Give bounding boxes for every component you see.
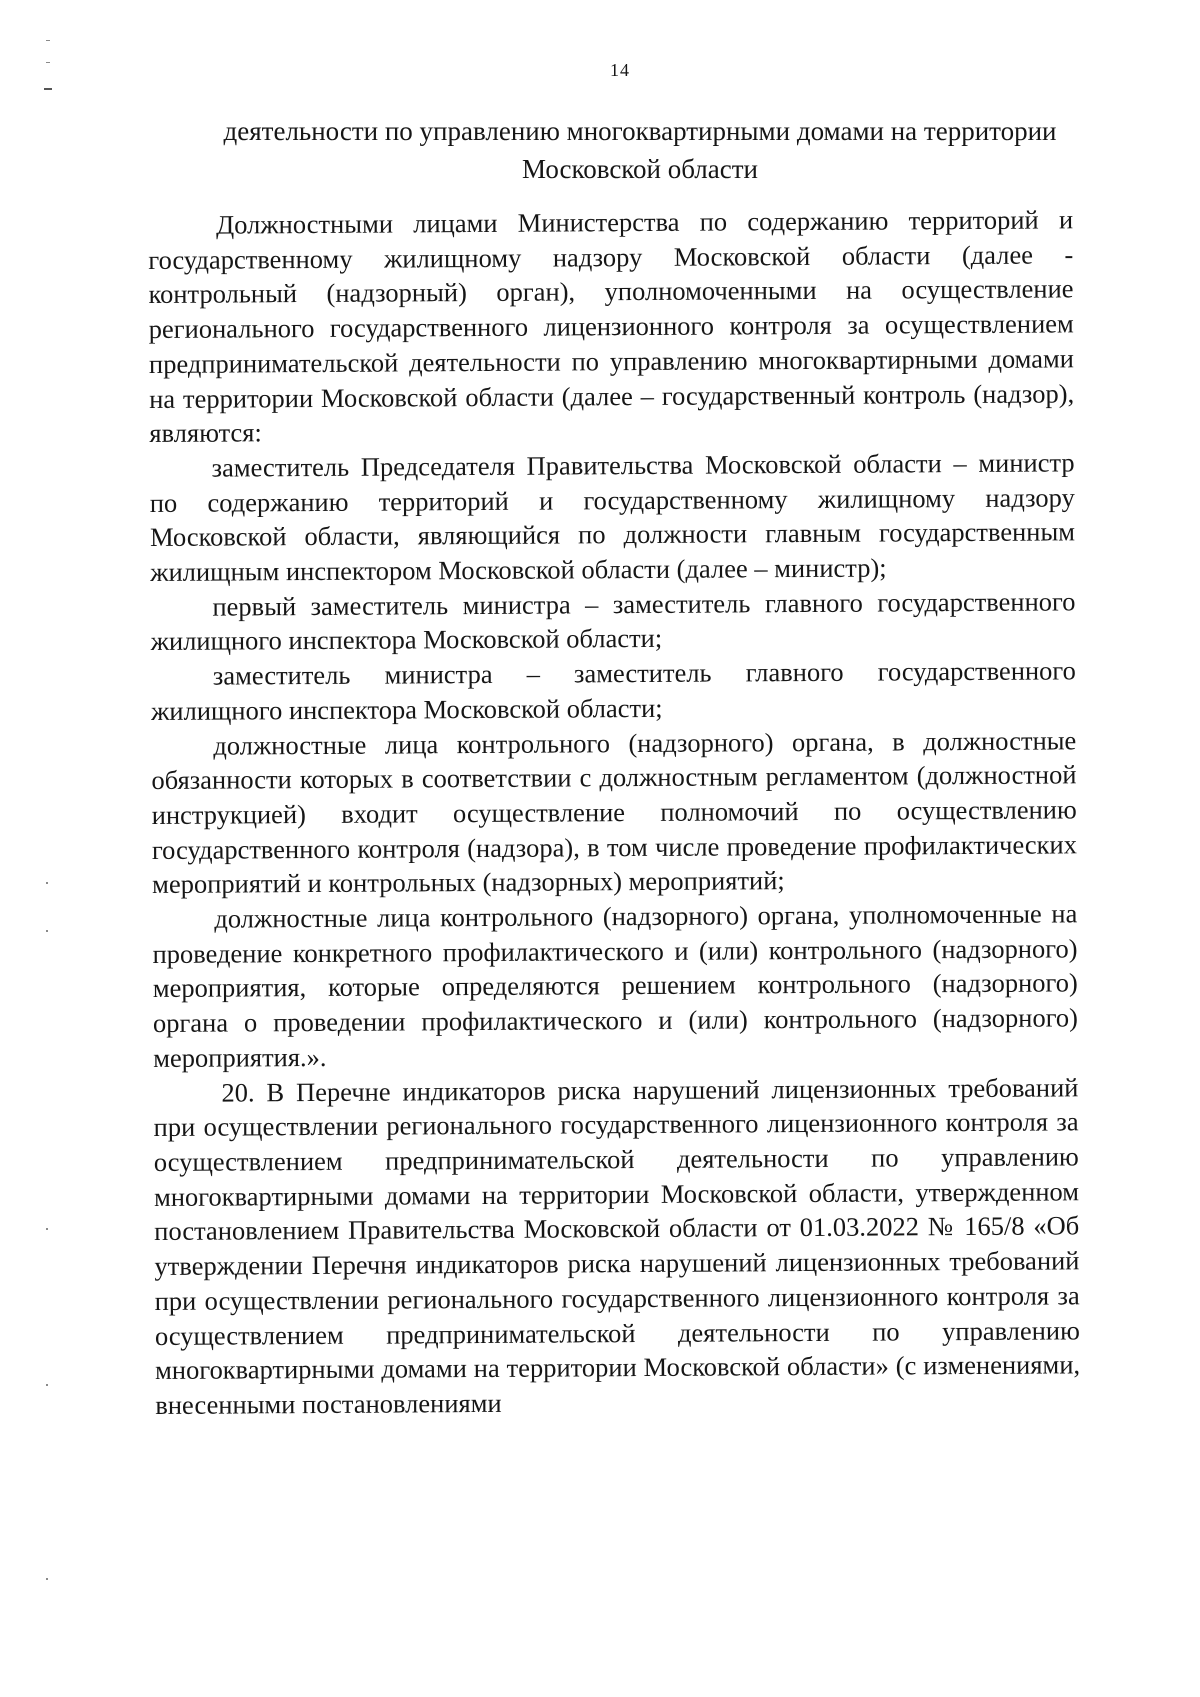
list-item-deputy-chairman: заместитель Председателя Правительства Московской области – министр по содержанию территорий и государственному жилищному надзору Московской области, являющийся по должности главным государственным жилищным инспектором Московской области (далее – министр); [149, 447, 1076, 588]
scan-artifact [46, 40, 50, 41]
scan-artifact [46, 930, 48, 932]
document-body [148, 202, 1080, 1422]
page-number: 14 [610, 60, 630, 80]
scan-artifact [46, 1228, 48, 1230]
list-item-deputy-minister: заместитель министра – заместитель главного государственного жилищного инспектора Московской области; [150, 655, 1076, 726]
scan-artifact [46, 1384, 48, 1386]
paragraph-item-20: 20. В Перечне индикаторов риска нарушений лицензионных требований при осуществлении регионального государственного лицензионного контроля за осуществлением предпринимательской деятельности по управлению многоквартирными домами на территории Московской области, утвержденном постановлением Правительства Московской области от 01.03.2022 № 165/8 «Об утверждении Перечня индикаторов риска нарушений лицензионных требований при осуществлении регионального государственного лицензионного контроля за осуществлением предпринимательской деятельности по управлению многоквартирными домами на территории Московской области» (с изменениями, внесенными постановлениями [153, 1071, 1081, 1420]
section-title [150, 112, 1130, 188]
scan-artifact [46, 1578, 48, 1580]
paragraph-officials-intro: Должностными лицами Министерства по содержанию территорий и государственному жилищному надзору Московской области (далее - контрольный (надзорный) орган), уполномоченными на осуществление регионального государственного лицензионного контроля за осуществлением предпринимательской деятельности по управлению многоквартирными домами на территории Московской области (далее – государственный контроль (надзор), являются: [148, 204, 1075, 449]
title-line: Московской области [521, 154, 758, 184]
scan-artifact [44, 88, 52, 90]
scan-artifact [46, 882, 48, 884]
title-line: деятельности по управлению многоквартирными домами на территории [223, 116, 1057, 146]
list-item-authorized-officials: должностные лица контрольного (надзорного) органа, уполномоченные на проведение конкретного профилактического и (или) контрольного (надзорного) мероприятия, которые определяются решением контрольного (надзорного) органа о проведении профилактического и (или) контрольного (надзорного) мероприятия.». [152, 898, 1079, 1073]
list-item-officials-duties: должностные лица контрольного (надзорного) органа, в должностные обязанности которых в соответствии с должностным регламентом (должностной инструкцией) входит осуществление полномочий по осуществлению государственного контроля (надзора), в том числе проведение профилактических мероприятий и контрольных (надзорных) мероприятий; [151, 724, 1077, 900]
scan-artifact [46, 62, 50, 63]
list-item-first-deputy-minister: первый заместитель министра – заместитель главного государственного жилищного инспектора Московской области; [150, 586, 1076, 657]
